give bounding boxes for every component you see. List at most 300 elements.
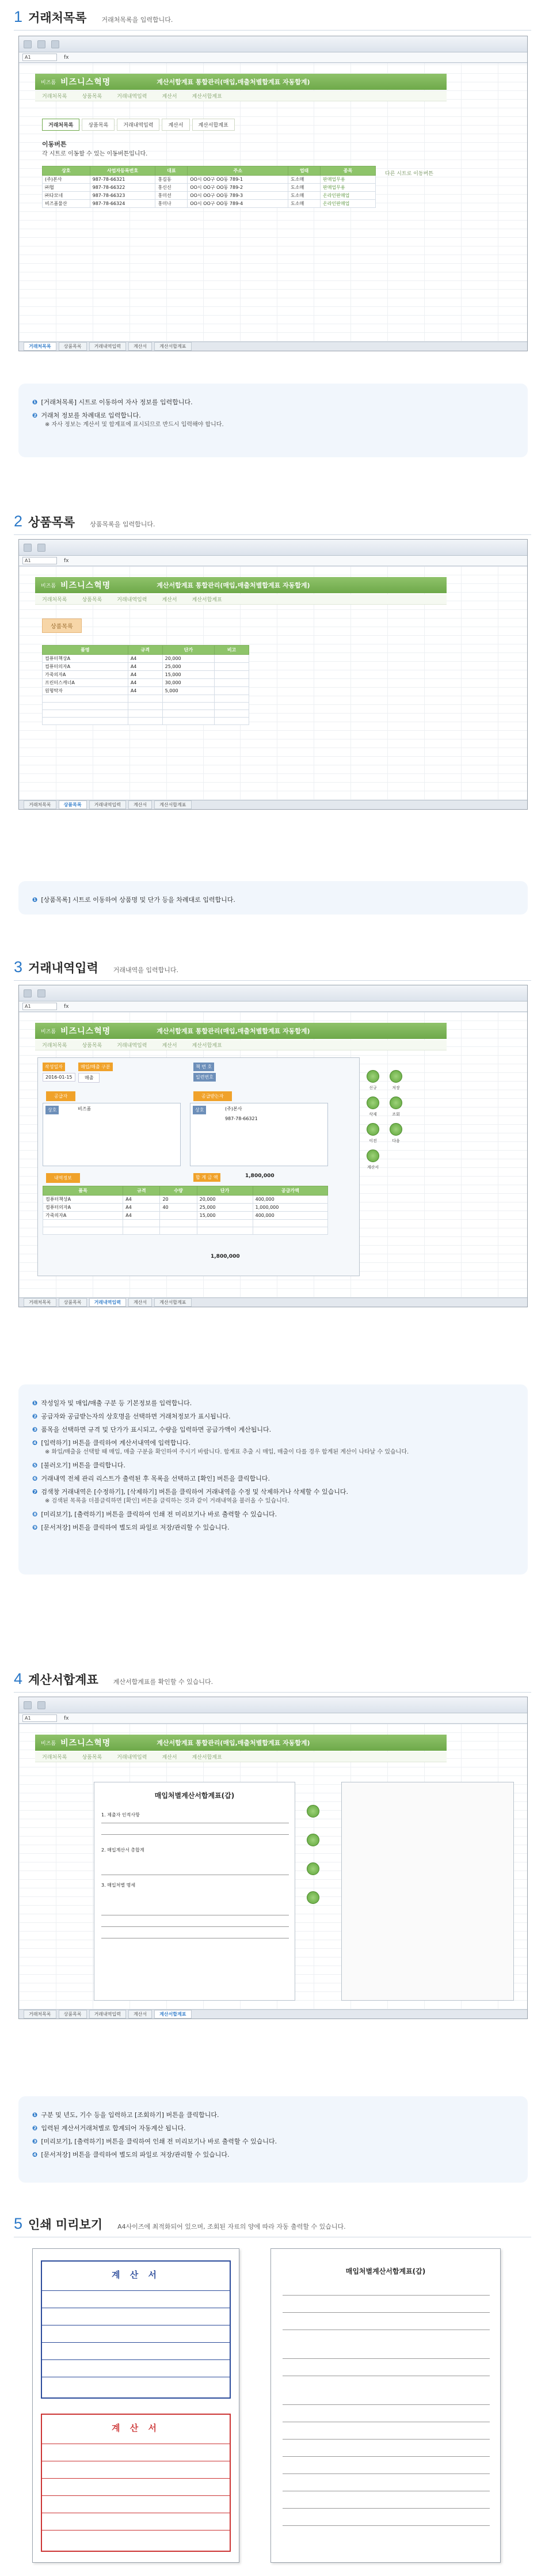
section-divider [14, 30, 531, 31]
cell[interactable]: 20,000 [197, 1196, 253, 1204]
nav-item[interactable]: 계산서 [162, 94, 177, 100]
cell[interactable]: 온라인판매업 [320, 192, 375, 200]
section-divider [14, 980, 531, 981]
new-icon[interactable] [367, 1070, 379, 1083]
product-tab-label[interactable] [42, 619, 82, 633]
table-row[interactable] [43, 703, 249, 710]
cell[interactable] [215, 671, 249, 679]
table-row[interactable] [43, 710, 249, 718]
nav-item[interactable]: 거래내역입력 [117, 1755, 147, 1761]
table-row[interactable] [43, 1220, 328, 1227]
cell[interactable]: 15,000 [197, 1212, 253, 1220]
note-item: ❸ [미리보기], [출력하기] 버튼을 클릭하여 인쇄 전 미리보기나 바로 출력할 수 있습니다. [32, 2138, 277, 2145]
cell[interactable]: 1,000,000 [253, 1204, 327, 1212]
banner-title: 계산서합계표 통합관리(매입,매출처별합계표 자동합계) [157, 78, 310, 86]
nav-item[interactable]: 거래내역입력 [117, 597, 147, 603]
cell[interactable]: A4 [123, 1212, 160, 1220]
sheet-tabs [19, 342, 527, 351]
section-4-title: 계산서합계표 [28, 1673, 98, 1687]
sheet-tabs [19, 2009, 527, 2019]
excel-window [18, 36, 528, 351]
brand: 비즈니스혁명 [60, 78, 111, 87]
cell[interactable] [215, 663, 249, 671]
undo-icon[interactable] [37, 1701, 45, 1709]
cell[interactable]: 가죽의자A [43, 1212, 123, 1220]
table-header: 품목 규격 수량 단가 공급가액 [43, 1186, 328, 1196]
next-button-label: 다음 [392, 1139, 400, 1143]
nav-item[interactable]: 상품목록 [82, 94, 102, 100]
banner-title: 계산서합계표 통합관리(매입,매출처별합계표 자동합계) [157, 1739, 310, 1747]
preview-icon[interactable] [307, 1834, 319, 1846]
ribbon [19, 36, 527, 52]
col-header: 단가 [162, 646, 214, 655]
buyer-box [190, 1103, 328, 1166]
table-row[interactable] [43, 192, 376, 200]
sheet-tab[interactable]: 계산서합계표 [154, 801, 191, 809]
sheet-tab[interactable]: 계산서 [128, 2010, 152, 2019]
tab-invoice[interactable]: 계산서 [162, 119, 189, 131]
section-3-title: 거래내역입력 [28, 961, 98, 975]
table-row[interactable] [43, 200, 376, 208]
cell[interactable]: 홍신신 [155, 184, 188, 192]
cell[interactable]: 컴퓨터의자A [43, 1204, 123, 1212]
table-row[interactable] [43, 671, 249, 679]
section-2-heading [14, 513, 155, 533]
delete-button-label: 삭제 [369, 1112, 377, 1117]
search-icon[interactable] [307, 1805, 319, 1818]
table-row[interactable] [43, 1196, 328, 1204]
redo-icon[interactable] [51, 40, 59, 48]
supplier-box [43, 1103, 181, 1166]
nav-item[interactable]: 거래내역입력 [117, 1043, 147, 1049]
nav-item[interactable]: 계산서합계표 [192, 597, 222, 603]
col-header: 품명 [43, 646, 128, 655]
table-row[interactable] [43, 1227, 328, 1235]
cell[interactable]: A4 [128, 655, 162, 663]
section-divider [14, 534, 531, 535]
col-header: 비고 [215, 646, 249, 655]
buyer-label: 공급받는자 [193, 1091, 232, 1101]
cell[interactable]: 987-78-66323 [90, 192, 155, 200]
ribbon [19, 1697, 527, 1713]
rule [283, 2312, 490, 2313]
name-box[interactable]: A1 [22, 1003, 57, 1010]
note-item: ❹ [입력하기] 버튼을 클릭하여 계산서내역에 입력합니다. ※ 화입/매출을 선택할 때 매입, 매출 구분을 확인하여 주시기 바랍니다. 합계표 추출 시 매입, 매출이 다를 경우 합계된 계산이 나타날 수 있습니다. [32, 1439, 409, 1455]
delete-icon[interactable] [367, 1097, 379, 1109]
nav-item[interactable]: 거래처목록 [42, 1043, 67, 1049]
worksheet[interactable] [19, 63, 527, 342]
section-4-number: 4 [14, 1670, 23, 1687]
cell[interactable]: 5,000 [162, 687, 214, 695]
sheet-tab[interactable]: 계산서합계표 [154, 342, 191, 351]
rule [283, 2358, 490, 2359]
cell[interactable]: 판매업무용 [320, 184, 375, 192]
transaction-form [37, 1057, 360, 1276]
note-item: ❼ 검색창 거래내역은 [수정하기], [삭제하기] 버튼을 클릭하여 거래내역을 수정 및 삭제하거나 삭제할 수 있습니다. ※ 검색된 목록을 더블클릭하면 [확인] 버튼을 클릭하는 것과 같이 거래내역을 불러올 수 있습니다. [32, 1488, 348, 1504]
invoice-red-copy [41, 2414, 231, 2552]
table-row[interactable] [43, 687, 249, 695]
section-5-title: 인쇄 미리보기 [28, 2218, 103, 2232]
note-item: ❶ 구분 및 년도, 기수 등을 입력하고 [조회하기] 버튼을 클릭합니다. [32, 2111, 219, 2119]
buyer-name-label: 상호 [193, 1106, 206, 1114]
cell[interactable]: A4 [123, 1204, 160, 1212]
table-header [43, 646, 249, 655]
sheet-tab[interactable]: 계산서 [128, 1298, 152, 1307]
search-icon[interactable] [390, 1097, 402, 1109]
app-banner [35, 577, 447, 593]
type-label: 매입/매출 구분 [78, 1063, 113, 1071]
cell[interactable]: OO시 OO구 OO동 789-3 [188, 192, 288, 200]
nav-item[interactable]: 거래처목록 [42, 94, 67, 100]
note-item: ❽ [미리보기], [출력하기] 버튼을 클릭하여 인쇄 전 미리보기나 바로 출력할 수 있습니다. [32, 1511, 277, 1518]
brand: 비즈니스혁명 [60, 581, 111, 590]
undo-icon[interactable] [37, 989, 45, 997]
right-hint [385, 169, 433, 177]
col-header: 사업자등록번호 [90, 166, 155, 176]
rule [283, 2456, 490, 2457]
section-3-heading [14, 958, 178, 979]
nav-item[interactable]: 계산서합계표 [192, 1043, 222, 1049]
sheet-tab[interactable]: 거래처목록 [24, 801, 56, 809]
nav-item[interactable]: 상품목록 [82, 597, 102, 603]
col-header: 규격 [128, 646, 162, 655]
cell[interactable]: 도소매 [288, 192, 321, 200]
fx-icon: fx [64, 557, 69, 564]
app-banner [35, 74, 447, 90]
sheet-tab[interactable]: 상품목록 [59, 342, 87, 351]
cell[interactable]: A4 [128, 671, 162, 679]
section-5-heading [14, 2215, 346, 2236]
cell[interactable]: 25,000 [197, 1204, 253, 1212]
cell[interactable]: A4 [128, 687, 162, 695]
col-header: 주소 [188, 166, 288, 176]
rule [283, 2404, 490, 2405]
rule [283, 2295, 490, 2296]
save-icon[interactable] [390, 1070, 402, 1083]
cell[interactable]: 홍길동 [155, 176, 188, 184]
cell[interactable]: 20,000 [162, 655, 214, 663]
section-3-subtitle: 거래내역을 입력합니다. [113, 966, 179, 974]
worksheet[interactable] [19, 1012, 527, 1298]
nav-item[interactable]: 계산서합계표 [192, 1755, 222, 1761]
formula-bar [19, 52, 527, 63]
rule [42, 2359, 230, 2360]
cell[interactable]: 987-78-66321 [90, 176, 155, 184]
section-2-subtitle: 상품목록을 입력합니다. [90, 521, 155, 528]
sheet-tabs [19, 800, 527, 809]
note-item: ❷ 입력된 계산서거래처별로 합계되어 자동계산 됩니다. [32, 2124, 186, 2132]
book-number-label: 책 번 호 [193, 1063, 214, 1071]
section-2-title: 상품목록 [28, 515, 75, 529]
table-row[interactable] [43, 1212, 328, 1220]
table-row[interactable] [43, 679, 249, 687]
name-box[interactable]: A1 [22, 1714, 57, 1722]
undo-icon[interactable] [37, 544, 45, 552]
nav-bar [35, 1752, 447, 1762]
sheet-tab[interactable]: 거래내역입력 [89, 1298, 126, 1307]
sheet-tab[interactable]: 상품목록 [59, 801, 87, 809]
cell[interactable]: 400,000 [253, 1212, 327, 1220]
summary-preview [270, 2248, 501, 2563]
col-header: 대표 [155, 166, 188, 176]
app-banner [35, 1023, 447, 1039]
rule [101, 1926, 289, 1927]
search-button-label: 조회 [392, 1112, 400, 1117]
table-row[interactable] [43, 655, 249, 663]
table-row[interactable] [43, 663, 249, 671]
sheet-tab[interactable]: 거래처목록 [24, 1298, 56, 1307]
nav-item[interactable]: 계산서 [162, 597, 177, 603]
sum-supply: 1,800,000 [211, 1254, 240, 1259]
cell[interactable]: ㈜다모네 [43, 192, 90, 200]
rule [283, 2473, 490, 2474]
section-1-number: 1 [14, 8, 23, 25]
cell[interactable]: OO시 OO구 OO동 789-4 [188, 200, 288, 208]
cell[interactable]: 987-78-66324 [90, 200, 155, 208]
excel-window [18, 1697, 528, 2019]
cell[interactable]: 홍미선 [155, 192, 188, 200]
invoice-button-label: 계산서 [367, 1165, 379, 1170]
cell[interactable]: 도소매 [288, 200, 321, 208]
banner-title: 계산서합계표 통합관리(매입,매출처별합계표 자동합계) [157, 582, 310, 589]
invoice-title: 계 산 서 [112, 2270, 160, 2280]
cell[interactable]: 홍미나 [155, 200, 188, 208]
col-header: 종목 [320, 166, 375, 176]
col-header: 상호 [43, 166, 90, 176]
move-button-hint [42, 139, 147, 157]
section-5-subtitle: A4사이즈에 최적화되어 있으며, 조회된 자료의 양에 따라 자동 출력할 수 있습니다. [117, 2223, 346, 2230]
sheet-tab[interactable]: 거래처목록 [24, 2010, 56, 2019]
new-button-label: 신규 [369, 1086, 377, 1090]
cell[interactable]: 컴퓨터의자A [43, 663, 128, 671]
section-4-heading [14, 1670, 213, 1691]
summary-preview-title: 매입처별계산서합계표(갑) [345, 2267, 426, 2275]
note-item: ❷ 거래처 정보를 차례대로 입력합니다. ※ 자사 정보는 계산서 및 합계표에 표시되므로 반드시 입력해야 합니다. [32, 412, 224, 428]
sheet-tabs [19, 1298, 527, 1307]
summary-row: 1. 제출자 인적사항 [101, 1812, 140, 1818]
cell[interactable] [160, 1212, 197, 1220]
cell[interactable]: 30,000 [162, 679, 214, 687]
cell[interactable]: 온라인판매업 [320, 200, 375, 208]
rule [283, 2439, 490, 2440]
formula-bar [19, 556, 527, 566]
nav-item[interactable]: 거래처목록 [42, 1755, 67, 1761]
nav-item[interactable]: 상품목록 [82, 1043, 102, 1049]
cell[interactable] [215, 687, 249, 695]
prev-button-label: 이전 [369, 1139, 377, 1143]
print-icon[interactable] [307, 1862, 319, 1875]
banner-title: 계산서합계표 통합관리(매입,매출처별합계표 자동합계) [157, 1027, 310, 1035]
brand: 비즈니스혁명 [60, 1027, 111, 1036]
product-table [42, 645, 249, 725]
save-icon[interactable] [24, 544, 32, 552]
sheet-tab[interactable]: 거래처목록 [24, 342, 56, 351]
table-header [43, 166, 376, 176]
table-row[interactable] [43, 176, 376, 184]
worksheet[interactable] [19, 567, 527, 800]
supplier-name[interactable]: 비즈폼 [78, 1106, 92, 1111]
total-amount: 1,800,000 [245, 1173, 275, 1179]
summary-row: 2. 매입계산서 총합계 [101, 1847, 144, 1853]
section-1-heading [14, 8, 173, 29]
nav-item[interactable]: 거래내역입력 [117, 94, 147, 100]
cell[interactable]: 비즈폼물산 [43, 200, 90, 208]
item-table [43, 1186, 328, 1235]
nav-item[interactable]: 계산서합계표 [192, 94, 222, 100]
note-item: ❾ [문서저장] 버튼을 클릭하여 별도의 파일로 저장/관리할 수 있습니다. [32, 1524, 230, 1531]
ribbon [19, 985, 527, 1001]
app-banner [35, 1735, 447, 1751]
sheet-tab[interactable]: 거래내역입력 [89, 2010, 126, 2019]
buyer-reg-no[interactable]: 987-78-66321 [225, 1116, 258, 1121]
cell[interactable]: (주)본사 [43, 176, 90, 184]
formula-bar [19, 1713, 527, 1724]
invoice-preview [32, 2248, 239, 2563]
cell[interactable]: 가죽의자A [43, 671, 128, 679]
fx-icon: fx [64, 54, 69, 60]
cell[interactable]: 컴퓨터책상A [43, 655, 128, 663]
buyer-name[interactable]: (주)본사 [225, 1106, 242, 1111]
note-item: ❷ 공급자와 공급받는자의 상호명을 선택하면 거래처정보가 표시됩니다. [32, 1413, 231, 1420]
table-row[interactable] [43, 184, 376, 192]
name-box[interactable]: A1 [22, 54, 57, 61]
sheet-tab[interactable]: 상품목록 [59, 2010, 87, 2019]
formula-bar [19, 1001, 527, 1012]
type-field[interactable]: 매출 [78, 1073, 100, 1083]
save-icon[interactable] [24, 40, 32, 48]
table-row[interactable] [43, 695, 249, 703]
hint-text: 각 시트로 이동할 수 있는 이동버튼입니다. [42, 151, 148, 157]
sheet-tab[interactable]: 계산서 [128, 801, 152, 809]
serial-label: 일련번호 [193, 1073, 216, 1082]
summary-doc-title: 매입처별계산서합계표(갑) [154, 1792, 235, 1800]
summary-document [94, 1782, 295, 2001]
note-item: ❶ 작성일자 및 매입/매출 구분 등 기본정보를 입력합니다. [32, 1399, 192, 1407]
move-buttons [42, 119, 235, 131]
tab-summary[interactable]: 계산서합계표 [192, 119, 235, 131]
invoice-title: 계 산 서 [112, 2423, 160, 2433]
nav-item[interactable]: 계산서 [162, 1043, 177, 1049]
hint-title: 이동버튼 [42, 141, 67, 148]
cell[interactable]: OO시 OO구 OO동 789-2 [188, 184, 288, 192]
tab-product-list[interactable]: 상품목록 [82, 119, 115, 131]
rule [42, 2290, 230, 2291]
right-hint-text: 다른 시트로 이동버튼 [385, 171, 433, 177]
table-row[interactable] [43, 1204, 328, 1212]
cell[interactable]: 15,000 [162, 671, 214, 679]
name-box[interactable]: A1 [22, 557, 57, 564]
tab-client-list[interactable]: 거래처목록 [42, 119, 79, 131]
section-divider [14, 1692, 531, 1693]
cell[interactable]: ㈜협 [43, 184, 90, 192]
nav-bar [35, 91, 447, 101]
date-field[interactable]: 2016-01-15 [43, 1073, 75, 1082]
nav-item[interactable]: 상품목록 [82, 1755, 102, 1761]
total-label: 합 계 금 액 [193, 1173, 220, 1182]
nav-item[interactable]: 거래처목록 [42, 597, 67, 603]
undo-icon[interactable] [37, 40, 45, 48]
invoice-blue-copy [41, 2260, 231, 2399]
product-tab-text: 상품목록 [51, 624, 73, 630]
cell[interactable]: 판매업무용 [320, 176, 375, 184]
cell[interactable]: 도소매 [288, 184, 321, 192]
logo: 비즈폼 [41, 79, 56, 86]
cell[interactable] [215, 679, 249, 687]
section-4-subtitle: 계산서합계표를 확인할 수 있습니다. [113, 1678, 214, 1686]
section-3-notes [18, 1384, 528, 1575]
save-file-icon[interactable] [307, 1891, 319, 1904]
nav-bar [35, 1040, 447, 1050]
nav-bar [35, 594, 447, 605]
ribbon [19, 540, 527, 556]
save-icon[interactable] [24, 989, 32, 997]
cell[interactable]: 25,000 [162, 663, 214, 671]
note-item: ❺ [불러오기] 버튼을 클릭합니다. [32, 1462, 125, 1469]
cell[interactable]: 컴퓨터책상A [43, 1196, 123, 1204]
sheet-tab[interactable]: 거래내역입력 [89, 801, 126, 809]
tab-transaction[interactable]: 거래내역입력 [117, 119, 159, 131]
cell[interactable]: A4 [123, 1196, 160, 1204]
rule [42, 2495, 230, 2496]
logo: 비즈폼 [41, 1740, 56, 1747]
rule [42, 2342, 230, 2343]
prev-icon[interactable] [367, 1123, 379, 1136]
invoice-icon[interactable] [367, 1149, 379, 1162]
cell[interactable]: 987-78-66322 [90, 184, 155, 192]
cell[interactable]: OO시 OO구 OO동 789-1 [188, 176, 288, 184]
table-row[interactable] [43, 718, 249, 725]
save-button-label: 저장 [392, 1086, 400, 1090]
fx-icon: fx [64, 1003, 69, 1010]
excel-window [18, 539, 528, 810]
save-icon[interactable] [24, 1701, 32, 1709]
sheet-tab[interactable]: 계산서합계표 [154, 2010, 191, 2019]
cell[interactable]: 40 [160, 1204, 197, 1212]
date-label: 작성일자 [43, 1063, 65, 1071]
section-2-notes [18, 881, 528, 915]
sheet-tab[interactable]: 상품목록 [59, 1298, 87, 1307]
sheet-tab[interactable]: 거래내역입력 [89, 342, 126, 351]
excel-window [18, 985, 528, 1307]
nav-item[interactable]: 계산서 [162, 1755, 177, 1761]
items-label: 내역정보 [46, 1173, 80, 1183]
sheet-tab[interactable]: 계산서 [128, 342, 152, 351]
section-5-number: 5 [14, 2215, 23, 2232]
note-item: ❹ [문서저장] 버튼을 클릭하여 별도의 파일로 저장/관리할 수 있습니다. [32, 2151, 230, 2158]
cell[interactable]: 도소매 [288, 176, 321, 184]
cell[interactable]: A4 [128, 679, 162, 687]
summary-row: 3. 매입처별 명세 [101, 1883, 136, 1888]
note-item: ❶ [거래처목록] 시트로 이동하여 자사 정보를 입력합니다. [32, 399, 193, 406]
section-1-subtitle: 거래처목록을 입력합니다. [101, 16, 173, 24]
rule [283, 2525, 490, 2526]
cell[interactable] [215, 655, 249, 663]
next-icon[interactable] [390, 1123, 402, 1136]
rule [42, 2478, 230, 2479]
cell[interactable]: A4 [128, 663, 162, 671]
cell[interactable]: 원형탁자 [43, 687, 128, 695]
col-header: 업태 [288, 166, 321, 176]
rule [42, 2530, 230, 2531]
worksheet[interactable] [19, 1724, 527, 2009]
cell[interactable]: 프린터스캐너A [43, 679, 128, 687]
cell[interactable]: 20 [160, 1196, 197, 1204]
sheet-tab[interactable]: 계산서합계표 [154, 1298, 191, 1307]
cell[interactable]: 400,000 [253, 1196, 327, 1204]
section-2-number: 2 [14, 513, 23, 530]
client-table [42, 166, 376, 208]
logo: 비즈폼 [41, 583, 56, 589]
